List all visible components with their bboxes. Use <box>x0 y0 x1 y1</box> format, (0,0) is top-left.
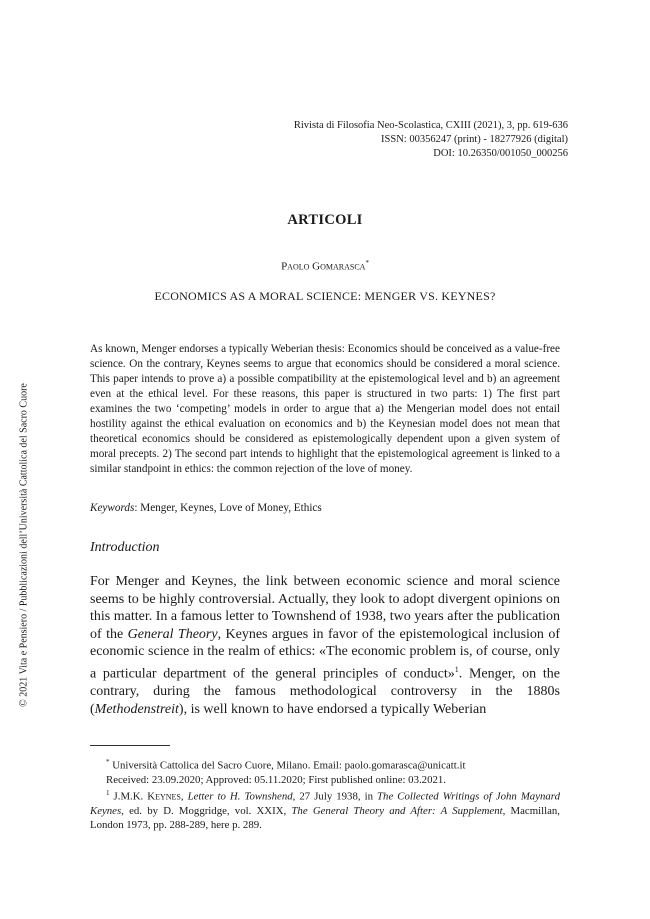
fn2-text-c: , 27 July 1938, in <box>292 790 378 803</box>
intro-text-3: . Menger, on the contrary, during the famous methodological controversy in the 1880s ( <box>90 666 560 717</box>
keywords-text: : Menger, Keynes, Love of Money, Ethics <box>134 502 322 514</box>
introduction-paragraph <box>90 573 560 718</box>
journal-header <box>294 119 568 161</box>
fn2-text-e: , Macmillan, London 1973, pp. 288-289, here p. 289. <box>90 804 561 831</box>
footnote-mark-star: * <box>106 758 110 766</box>
fn2-author-smallcaps: Keynes <box>147 790 181 803</box>
intro-italic-methodenstreit: Methodenstreit <box>94 701 179 717</box>
introduction-heading: Introduction <box>90 540 160 555</box>
abstract: As known, Menger endorses a typically Weberian thesis: Economics should be conceived as a value-free science. On the contrary, Keynes seems to argue that economics should be considered a moral science. This paper intends to prove a) a possible compatibility at the epistemological level and b) an agreement even at the ethical level. For these reasons, this paper is structured in two parts: 1) The first part examines the two ‘competing’ models in order to argue that a) the Mengerian model does not entail hostility against the ethical evaluation on economics and b) the Keynesian model does not mean that theoretical economics should be considered as epistemologically dependent upon a given system of moral precepts. 2) The second part intends to highlight that the epistemological agreement is linked to a similar standpoint in ethics: the common rejection of the love of money. <box>90 343 560 475</box>
intro-text-1: For Menger and Keynes, the link between economic science and moral science seems to be highly controversial. Actually, they look to adopt divergent opinions on this matter. In a famous letter to Townshend of 1938, two years after the publication of the <box>90 574 560 642</box>
fn2-text-a: J.M.K. <box>109 790 148 803</box>
fn2-italic-general-theory-after: The General Theory and After: A Supplement <box>291 804 503 817</box>
article-title: ECONOMICS AS A MORAL SCIENCE: MENGER VS. KEYNES? <box>154 289 496 303</box>
doi-line[interactable]: DOI: 10.26350/001050_000256 <box>433 148 568 159</box>
author-name: Paolo Gomarasca <box>281 260 366 273</box>
intro-text-4: ), is well known to have endorsed a typically Weberian <box>178 701 487 717</box>
footnote-dates: Received: 23.09.2020; Approved: 05.11.2020; First published online: 03.2021. <box>106 773 446 786</box>
footnote-affiliation: Università Cattolica del Sacro Cuore, Milano. Email: paolo.gomarasca@unicatt.it <box>109 759 466 772</box>
footnote-divider <box>90 745 170 746</box>
footnote-1 <box>90 786 560 832</box>
fn2-italic-letter: Letter to H. Townshend <box>187 790 293 803</box>
keywords-line <box>90 502 560 514</box>
section-label: ARTICOLI <box>287 212 363 228</box>
issn-line: ISSN: 00356247 (print) - 18277926 (digital) <box>381 134 568 145</box>
author-line <box>0 259 650 273</box>
fn2-text-d: , ed. by D. Moggridge, vol. XXIX, <box>121 804 292 817</box>
intro-italic-general-theory: General Theory <box>127 626 218 642</box>
footnote-ref-1[interactable]: 1 <box>454 664 459 674</box>
intro-text-2: , Keynes argues in favor of the epistemological inclusion of economic science in the realm of ethics: «The economic problem is, of course, only a particular department of the general principles of conduct» <box>90 626 561 682</box>
fn2-italic-collected-writings: The Collected Writings of John Maynard Keynes <box>90 790 560 817</box>
fn2-text-b: , <box>180 790 188 803</box>
keywords-label: Keywords <box>90 502 135 514</box>
copyright-side-note: © 2021 Vita e Pensiero / Pubblicazioni dell’Università Cattolica del Sacro Cuore <box>18 383 30 707</box>
footnote-author <box>90 755 560 787</box>
journal-citation: Rivista di Filosofia Neo-Scolastica, CXIII (2021), 3, pp. 619-636 <box>293 120 568 131</box>
footnote-mark-1: 1 <box>106 789 110 797</box>
author-footnote-mark[interactable]: * <box>365 259 369 267</box>
